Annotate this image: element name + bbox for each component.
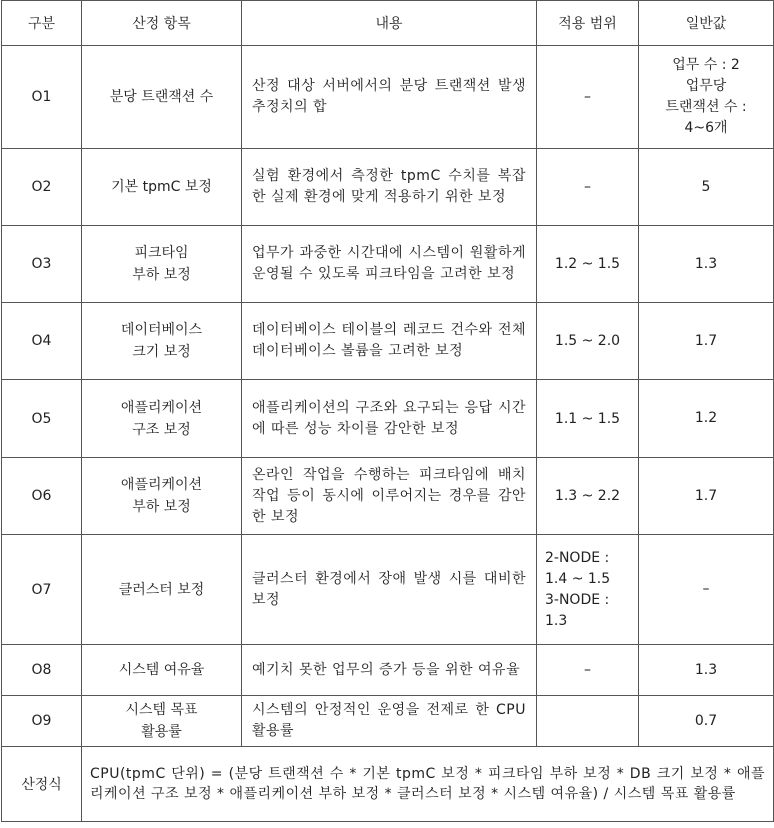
row-item: 분당 트랜잭션 수 [82,46,242,149]
row-range: – [537,149,639,226]
header-content: 내용 [242,1,537,46]
row-range: 2-NODE : 1.4 ~ 1.5 3-NODE : 1.3 [537,535,639,645]
row-range: 1.2 ~ 1.5 [537,226,639,303]
row-item: 피크타임 부하 보정 [82,226,242,303]
row-typical: 1.3 [639,645,774,696]
table-row [2,226,774,303]
row-range [537,696,639,747]
row-item: 애플리케이션 구조 보정 [82,380,242,458]
row-range: 1.1 ~ 1.5 [537,380,639,458]
row-typical: 1.2 [639,380,774,458]
table-row [2,149,774,226]
row-typical: 1.3 [639,226,774,303]
row-typical: 5 [639,149,774,226]
row-typical: 0.7 [639,696,774,747]
row-content: 데이터베이스 테이블의 레코드 건수와 전체 데이터베이스 볼륨을 고려한 보정 [242,303,537,380]
table-row [2,303,774,380]
row-content: 클러스터 환경에서 장애 발생 시를 대비한 보정 [242,535,537,645]
table-row [2,458,774,535]
row-range: – [537,46,639,149]
row-content: 실험 환경에서 측정한 tpmC 수치를 복잡한 실제 환경에 맞게 적용하기 위한 보정 [242,149,537,226]
header-range: 적용 범위 [537,1,639,46]
formula-row [2,747,774,822]
row-range: 1.3 ~ 2.2 [537,458,639,535]
row-item: 시스템 목표 활용률 [82,696,242,747]
row-typical: 1.7 [639,458,774,535]
row-range: – [537,645,639,696]
row-content: 예기치 못한 업무의 증가 등을 위한 여유율 [242,645,537,696]
row-content: 산정 대상 서버에서의 분당 트랜잭션 발생 추정치의 합 [242,46,537,149]
row-item: 시스템 여유율 [82,645,242,696]
row-content: 애플리케이션의 구조와 요구되는 응답 시간에 따른 성능 차이를 감안한 보정 [242,380,537,458]
row-typical: 1.7 [639,303,774,380]
row-content: 온라인 작업을 수행하는 피크타임에 배치 작업 등이 동시에 이루어지는 경우를 감안한 보정 [242,458,537,535]
row-content: 시스템의 안정적인 운영을 전제로 한 CPU 활용률 [242,696,537,747]
table-row [2,535,774,645]
header-row [2,1,774,46]
cpu-sizing-table [1,0,774,822]
row-code: O8 [2,645,82,696]
table-row [2,46,774,149]
row-code: O3 [2,226,82,303]
row-range: 1.5 ~ 2.0 [537,303,639,380]
formula-text: CPU(tpmC 단위) = (분당 트랜잭션 수 * 기본 tpmC 보정 * 피크타임 부하 보정 * DB 크기 보정 * 애플리케이션 구조 보정 * 애플리케이션 부하 보정 * 클러스터 보정 * 시스템 여유율) / 시스템 목표 활용률 [82,747,774,822]
header-typical: 일반값 [639,1,774,46]
row-content: 업무가 과중한 시간대에 시스템이 원활하게 운영될 수 있도록 피크타임을 고려한 보정 [242,226,537,303]
formula-label: 산정식 [2,747,82,822]
row-code: O1 [2,46,82,149]
row-code: O7 [2,535,82,645]
row-item: 기본 tpmC 보정 [82,149,242,226]
row-item: 데이터베이스 크기 보정 [82,303,242,380]
table-row [2,645,774,696]
row-typical: 업무 수 : 2 업무당 트랜잭션 수 : 4~6개 [639,46,774,149]
row-code: O6 [2,458,82,535]
row-code: O4 [2,303,82,380]
row-item: 클러스터 보정 [82,535,242,645]
header-item: 산정 항목 [82,1,242,46]
header-code: 구분 [2,1,82,46]
row-code: O9 [2,696,82,747]
row-typical: – [639,535,774,645]
table-row [2,696,774,747]
row-code: O2 [2,149,82,226]
row-code: O5 [2,380,82,458]
table-row [2,380,774,458]
row-item: 애플리케이션 부하 보정 [82,458,242,535]
